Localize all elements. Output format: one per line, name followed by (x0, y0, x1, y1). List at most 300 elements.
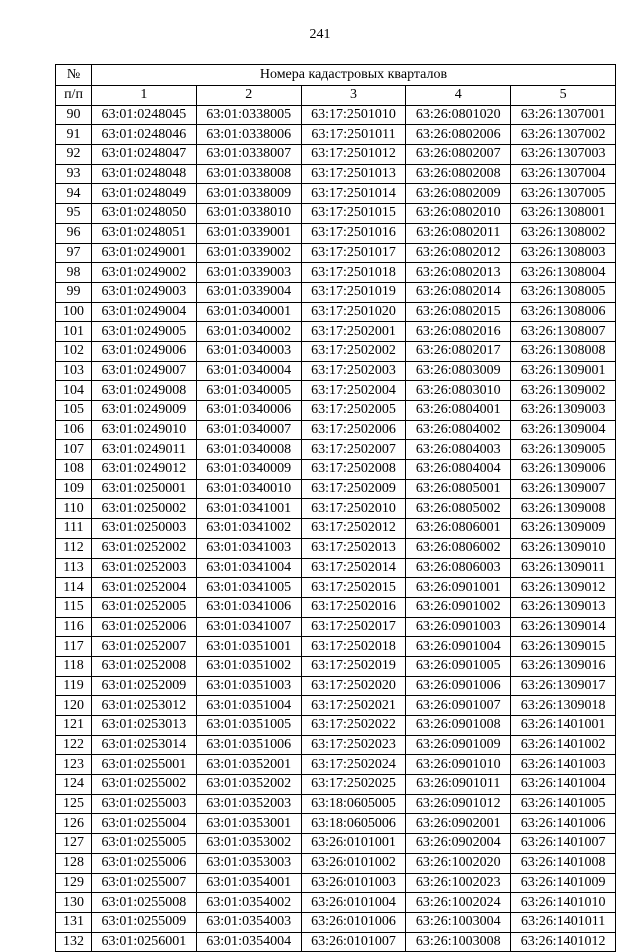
table-row (56, 755, 616, 775)
table-row (56, 125, 616, 145)
row-number-cell: 100 (56, 302, 92, 322)
row-number-cell: 125 (56, 794, 92, 814)
cadastral-number-cell: 63:26:1307002 (511, 125, 616, 145)
cadastral-number-cell: 63:26:0901002 (406, 597, 511, 617)
cadastral-number-cell: 63:17:2502013 (301, 538, 406, 558)
row-number-cell: 108 (56, 460, 92, 480)
cadastral-number-cell: 63:26:0902001 (406, 814, 511, 834)
cadastral-number-cell: 63:26:1309006 (511, 460, 616, 480)
row-number-cell: 117 (56, 637, 92, 657)
row-number-cell: 120 (56, 696, 92, 716)
cadastral-number-cell: 63:17:2502012 (301, 519, 406, 539)
row-number-cell: 126 (56, 814, 92, 834)
cadastral-number-cell: 63:26:1401011 (511, 912, 616, 932)
cadastral-number-cell: 63:01:0341006 (196, 597, 301, 617)
cadastral-number-cell: 63:26:0802013 (406, 263, 511, 283)
cadastral-number-cell: 63:01:0351001 (196, 637, 301, 657)
cadastral-number-cell: 63:01:0339001 (196, 223, 301, 243)
cadastral-number-cell: 63:01:0340003 (196, 341, 301, 361)
table-row (56, 184, 616, 204)
cadastral-number-cell: 63:26:0802011 (406, 223, 511, 243)
row-number-cell: 95 (56, 204, 92, 224)
cadastral-number-cell: 63:01:0248045 (92, 105, 197, 125)
cadastral-number-cell: 63:26:0901010 (406, 755, 511, 775)
cadastral-number-cell: 63:26:0901011 (406, 775, 511, 795)
table-row (56, 912, 616, 932)
cadastral-number-cell: 63:17:2502009 (301, 479, 406, 499)
cadastral-number-cell: 63:01:0338009 (196, 184, 301, 204)
cadastral-number-cell: 63:01:0255004 (92, 814, 197, 834)
cadastral-number-cell: 63:17:2501016 (301, 223, 406, 243)
cadastral-number-cell: 63:01:0252003 (92, 558, 197, 578)
cadastral-number-cell: 63:01:0252009 (92, 676, 197, 696)
row-number-cell: 127 (56, 834, 92, 854)
row-number-cell: 123 (56, 755, 92, 775)
cadastral-number-cell: 63:17:2501012 (301, 145, 406, 165)
cadastral-number-cell: 63:01:0338008 (196, 164, 301, 184)
cadastral-number-cell: 63:26:0804003 (406, 440, 511, 460)
table-row (56, 519, 616, 539)
table-row (56, 263, 616, 283)
cadastral-number-cell: 63:01:0249006 (92, 341, 197, 361)
cadastral-number-cell: 63:26:0803010 (406, 381, 511, 401)
cadastral-number-cell: 63:01:0252005 (92, 597, 197, 617)
cadastral-number-cell: 63:26:1309009 (511, 519, 616, 539)
cadastral-number-cell: 63:17:2501018 (301, 263, 406, 283)
cadastral-number-cell: 63:01:0249008 (92, 381, 197, 401)
cadastral-number-cell: 63:01:0255007 (92, 873, 197, 893)
table-row (56, 716, 616, 736)
row-number-cell: 91 (56, 125, 92, 145)
row-number-cell: 111 (56, 519, 92, 539)
cadastral-number-cell: 63:01:0255005 (92, 834, 197, 854)
row-number-cell: 109 (56, 479, 92, 499)
cadastral-number-cell: 63:17:2502003 (301, 361, 406, 381)
cadastral-number-cell: 63:26:0901007 (406, 696, 511, 716)
cadastral-number-cell: 63:01:0351003 (196, 676, 301, 696)
table-row (56, 597, 616, 617)
table-row (56, 735, 616, 755)
header-col-1: 1 (92, 86, 197, 106)
table-row (56, 322, 616, 342)
cadastral-number-cell: 63:01:0252002 (92, 538, 197, 558)
row-number-cell: 110 (56, 499, 92, 519)
cadastral-number-cell: 63:01:0250003 (92, 519, 197, 539)
cadastral-number-cell: 63:01:0341001 (196, 499, 301, 519)
cadastral-number-cell: 63:01:0255008 (92, 893, 197, 913)
table-row (56, 105, 616, 125)
row-number-cell: 129 (56, 873, 92, 893)
cadastral-number-cell: 63:26:1309003 (511, 401, 616, 421)
cadastral-number-cell: 63:17:2502016 (301, 597, 406, 617)
cadastral-number-cell: 63:17:2501015 (301, 204, 406, 224)
cadastral-number-cell: 63:26:1309008 (511, 499, 616, 519)
cadastral-number-cell: 63:01:0255002 (92, 775, 197, 795)
row-number-cell: 132 (56, 932, 92, 952)
table-row (56, 479, 616, 499)
cadastral-number-cell: 63:01:0253013 (92, 716, 197, 736)
cadastral-number-cell: 63:01:0340007 (196, 420, 301, 440)
cadastral-number-cell: 63:17:2502005 (301, 401, 406, 421)
table-row (56, 243, 616, 263)
table-body (56, 105, 616, 952)
cadastral-number-cell: 63:01:0255001 (92, 755, 197, 775)
row-number-cell: 116 (56, 617, 92, 637)
cadastral-number-cell: 63:26:1401008 (511, 853, 616, 873)
cadastral-number-cell: 63:01:0341004 (196, 558, 301, 578)
cadastral-number-cell: 63:17:2502001 (301, 322, 406, 342)
table-row (56, 656, 616, 676)
header-col-3: 3 (301, 86, 406, 106)
cadastral-number-cell: 63:01:0249009 (92, 401, 197, 421)
cadastral-number-cell: 63:01:0252006 (92, 617, 197, 637)
cadastral-number-cell: 63:01:0354002 (196, 893, 301, 913)
table-row (56, 814, 616, 834)
cadastral-number-cell: 63:26:1308007 (511, 322, 616, 342)
cadastral-number-cell: 63:26:1309014 (511, 617, 616, 637)
cadastral-number-cell: 63:01:0341002 (196, 519, 301, 539)
cadastral-number-cell: 63:17:2502022 (301, 716, 406, 736)
cadastral-number-cell: 63:01:0250001 (92, 479, 197, 499)
cadastral-number-cell: 63:26:1401012 (511, 932, 616, 952)
row-number-cell: 99 (56, 282, 92, 302)
cadastral-number-cell: 63:01:0253014 (92, 735, 197, 755)
header-num-bottom: п/п (56, 86, 92, 106)
cadastral-number-cell: 63:26:1401002 (511, 735, 616, 755)
cadastral-number-cell: 63:17:2502008 (301, 460, 406, 480)
cadastral-number-cell: 63:26:1309011 (511, 558, 616, 578)
cadastral-number-cell: 63:01:0253012 (92, 696, 197, 716)
cadastral-number-cell: 63:17:2502018 (301, 637, 406, 657)
cadastral-number-cell: 63:01:0256001 (92, 932, 197, 952)
cadastral-number-cell: 63:01:0249002 (92, 263, 197, 283)
row-number-cell: 105 (56, 401, 92, 421)
cadastral-number-cell: 63:17:2502020 (301, 676, 406, 696)
cadastral-number-cell: 63:26:0101006 (301, 912, 406, 932)
cadastral-number-cell: 63:01:0255009 (92, 912, 197, 932)
table-row (56, 637, 616, 657)
cadastral-number-cell: 63:17:2501010 (301, 105, 406, 125)
cadastral-number-cell: 63:17:2501020 (301, 302, 406, 322)
header-col-5: 5 (511, 86, 616, 106)
cadastral-number-cell: 63:18:0605005 (301, 794, 406, 814)
cadastral-number-cell: 63:01:0252008 (92, 656, 197, 676)
cadastral-number-cell: 63:26:0806002 (406, 538, 511, 558)
cadastral-number-cell: 63:26:0901006 (406, 676, 511, 696)
cadastral-number-cell: 63:01:0351002 (196, 656, 301, 676)
cadastral-number-cell: 63:17:2502007 (301, 440, 406, 460)
cadastral-number-cell: 63:26:1002023 (406, 873, 511, 893)
cadastral-number-cell: 63:01:0353002 (196, 834, 301, 854)
cadastral-number-cell: 63:26:0804001 (406, 401, 511, 421)
table-row (56, 440, 616, 460)
header-col-4: 4 (406, 86, 511, 106)
row-number-cell: 118 (56, 656, 92, 676)
page-number: 241 (309, 27, 331, 42)
cadastral-number-cell: 63:01:0352001 (196, 755, 301, 775)
table-row (56, 578, 616, 598)
cadastral-number-cell: 63:26:1309015 (511, 637, 616, 657)
cadastral-number-cell: 63:17:2502004 (301, 381, 406, 401)
cadastral-number-cell: 63:01:0340001 (196, 302, 301, 322)
cadastral-number-cell: 63:26:0804002 (406, 420, 511, 440)
cadastral-number-cell: 63:01:0340009 (196, 460, 301, 480)
table-row (56, 361, 616, 381)
cadastral-number-cell: 63:01:0338007 (196, 145, 301, 165)
cadastral-number-cell: 63:01:0339002 (196, 243, 301, 263)
cadastral-number-cell: 63:26:0101002 (301, 853, 406, 873)
cadastral-number-cell: 63:26:0802014 (406, 282, 511, 302)
cadastral-number-cell: 63:01:0341007 (196, 617, 301, 637)
cadastral-number-cell: 63:26:1308001 (511, 204, 616, 224)
cadastral-number-cell: 63:26:1307001 (511, 105, 616, 125)
cadastral-number-cell: 63:17:2501017 (301, 243, 406, 263)
table-row (56, 893, 616, 913)
cadastral-number-cell: 63:26:1308006 (511, 302, 616, 322)
table-row (56, 420, 616, 440)
cadastral-number-cell: 63:26:0901009 (406, 735, 511, 755)
header-col-2: 2 (196, 86, 301, 106)
cadastral-number-cell: 63:01:0340006 (196, 401, 301, 421)
cadastral-number-cell: 63:26:0802015 (406, 302, 511, 322)
cadastral-number-cell: 63:17:2502015 (301, 578, 406, 598)
cadastral-number-cell: 63:01:0249007 (92, 361, 197, 381)
cadastral-number-cell: 63:26:1002024 (406, 893, 511, 913)
cadastral-number-cell: 63:01:0341003 (196, 538, 301, 558)
cadastral-number-cell: 63:26:1003008 (406, 932, 511, 952)
cadastral-number-cell: 63:26:1307004 (511, 164, 616, 184)
cadastral-number-cell: 63:01:0352002 (196, 775, 301, 795)
cadastral-number-cell: 63:01:0340010 (196, 479, 301, 499)
cadastral-number-cell: 63:17:2502006 (301, 420, 406, 440)
cadastral-number-cell: 63:26:1307005 (511, 184, 616, 204)
row-number-cell: 92 (56, 145, 92, 165)
cadastral-number-cell: 63:01:0248049 (92, 184, 197, 204)
cadastral-number-cell: 63:26:0806001 (406, 519, 511, 539)
cadastral-number-cell: 63:01:0249010 (92, 420, 197, 440)
cadastral-number-cell: 63:26:1308008 (511, 341, 616, 361)
table-row (56, 538, 616, 558)
header-num-top: № (56, 65, 92, 86)
cadastral-number-cell: 63:26:0802008 (406, 164, 511, 184)
cadastral-number-cell: 63:01:0340008 (196, 440, 301, 460)
cadastral-number-cell: 63:01:0354001 (196, 873, 301, 893)
cadastral-number-cell: 63:26:0901005 (406, 656, 511, 676)
row-number-cell: 96 (56, 223, 92, 243)
cadastral-number-cell: 63:26:1309001 (511, 361, 616, 381)
cadastral-number-cell: 63:17:2502017 (301, 617, 406, 637)
cadastral-quarters-table (55, 64, 616, 952)
cadastral-number-cell: 63:26:1308003 (511, 243, 616, 263)
cadastral-number-cell: 63:01:0338005 (196, 105, 301, 125)
table-row (56, 460, 616, 480)
row-number-cell: 130 (56, 893, 92, 913)
cadastral-number-cell: 63:01:0338010 (196, 204, 301, 224)
cadastral-number-cell: 63:26:0802012 (406, 243, 511, 263)
table-row (56, 794, 616, 814)
cadastral-number-cell: 63:17:2501014 (301, 184, 406, 204)
cadastral-number-cell: 63:26:1309012 (511, 578, 616, 598)
cadastral-number-cell: 63:01:0354004 (196, 932, 301, 952)
cadastral-number-cell: 63:17:2501019 (301, 282, 406, 302)
cadastral-number-cell: 63:01:0339004 (196, 282, 301, 302)
cadastral-number-cell: 63:26:1309005 (511, 440, 616, 460)
cadastral-number-cell: 63:26:0802010 (406, 204, 511, 224)
row-number-cell: 97 (56, 243, 92, 263)
table-row (56, 853, 616, 873)
cadastral-number-cell: 63:01:0250002 (92, 499, 197, 519)
row-number-cell: 104 (56, 381, 92, 401)
table-row (56, 617, 616, 637)
row-number-cell: 98 (56, 263, 92, 283)
cadastral-number-cell: 63:17:2502019 (301, 656, 406, 676)
cadastral-number-cell: 63:26:0101007 (301, 932, 406, 952)
row-number-cell: 102 (56, 341, 92, 361)
cadastral-number-cell: 63:01:0340002 (196, 322, 301, 342)
cadastral-number-cell: 63:26:0901004 (406, 637, 511, 657)
cadastral-number-cell: 63:01:0249003 (92, 282, 197, 302)
cadastral-number-cell: 63:26:1308004 (511, 263, 616, 283)
table-row (56, 341, 616, 361)
cadastral-number-cell: 63:17:2502014 (301, 558, 406, 578)
cadastral-number-cell: 63:01:0338006 (196, 125, 301, 145)
row-number-cell: 128 (56, 853, 92, 873)
row-number-cell: 121 (56, 716, 92, 736)
cadastral-number-cell: 63:17:2501011 (301, 125, 406, 145)
table-row (56, 381, 616, 401)
cadastral-number-cell: 63:01:0248051 (92, 223, 197, 243)
table-row (56, 499, 616, 519)
row-number-cell: 114 (56, 578, 92, 598)
row-number-cell: 131 (56, 912, 92, 932)
cadastral-number-cell: 63:26:0802009 (406, 184, 511, 204)
row-number-cell: 122 (56, 735, 92, 755)
cadastral-number-cell: 63:26:1002020 (406, 853, 511, 873)
table-row (56, 145, 616, 165)
table-row (56, 558, 616, 578)
cadastral-number-cell: 63:18:0605006 (301, 814, 406, 834)
cadastral-number-cell: 63:01:0248047 (92, 145, 197, 165)
cadastral-number-cell: 63:01:0353003 (196, 853, 301, 873)
cadastral-number-cell: 63:01:0249011 (92, 440, 197, 460)
cadastral-number-cell: 63:01:0249012 (92, 460, 197, 480)
cadastral-number-cell: 63:17:2502002 (301, 341, 406, 361)
cadastral-number-cell: 63:01:0255006 (92, 853, 197, 873)
cadastral-number-cell: 63:26:1401004 (511, 775, 616, 795)
cadastral-number-cell: 63:01:0255003 (92, 794, 197, 814)
row-number-cell: 113 (56, 558, 92, 578)
cadastral-number-cell: 63:01:0351006 (196, 735, 301, 755)
cadastral-number-cell: 63:26:0801020 (406, 105, 511, 125)
table-row (56, 223, 616, 243)
cadastral-number-cell: 63:26:0101004 (301, 893, 406, 913)
cadastral-number-cell: 63:17:2502021 (301, 696, 406, 716)
cadastral-number-cell: 63:26:1003004 (406, 912, 511, 932)
cadastral-number-cell: 63:26:1309016 (511, 656, 616, 676)
cadastral-number-cell: 63:26:0901003 (406, 617, 511, 637)
table-row (56, 302, 616, 322)
cadastral-number-cell: 63:26:1401006 (511, 814, 616, 834)
cadastral-number-cell: 63:01:0352003 (196, 794, 301, 814)
cadastral-number-cell: 63:26:0802007 (406, 145, 511, 165)
row-number-cell: 94 (56, 184, 92, 204)
cadastral-number-cell: 63:26:0901012 (406, 794, 511, 814)
cadastral-number-cell: 63:01:0248050 (92, 204, 197, 224)
cadastral-number-cell: 63:01:0351004 (196, 696, 301, 716)
cadastral-number-cell: 63:01:0340005 (196, 381, 301, 401)
header-group-title: Номера кадастровых кварталов (92, 65, 616, 86)
cadastral-number-cell: 63:17:2502023 (301, 735, 406, 755)
table-row (56, 676, 616, 696)
cadastral-number-cell: 63:26:0101001 (301, 834, 406, 854)
cadastral-number-cell: 63:26:1401009 (511, 873, 616, 893)
cadastral-number-cell: 63:26:0802017 (406, 341, 511, 361)
cadastral-number-cell: 63:26:0806003 (406, 558, 511, 578)
cadastral-number-cell: 63:26:1309004 (511, 420, 616, 440)
row-number-cell: 107 (56, 440, 92, 460)
row-number-cell: 93 (56, 164, 92, 184)
cadastral-number-cell: 63:26:1309010 (511, 538, 616, 558)
cadastral-number-cell: 63:01:0351005 (196, 716, 301, 736)
cadastral-number-cell: 63:01:0252004 (92, 578, 197, 598)
cadastral-number-cell: 63:26:0805001 (406, 479, 511, 499)
cadastral-number-cell: 63:26:0802016 (406, 322, 511, 342)
cadastral-number-cell: 63:26:1309007 (511, 479, 616, 499)
cadastral-number-cell: 63:26:1308005 (511, 282, 616, 302)
cadastral-number-cell: 63:26:0805002 (406, 499, 511, 519)
cadastral-number-cell: 63:26:1401001 (511, 716, 616, 736)
cadastral-number-cell: 63:01:0249005 (92, 322, 197, 342)
cadastral-number-cell: 63:17:2502025 (301, 775, 406, 795)
cadastral-number-cell: 63:26:0901008 (406, 716, 511, 736)
cadastral-number-cell: 63:26:1307003 (511, 145, 616, 165)
cadastral-number-cell: 63:01:0252007 (92, 637, 197, 657)
row-number-cell: 115 (56, 597, 92, 617)
cadastral-number-cell: 63:01:0248046 (92, 125, 197, 145)
table-row (56, 696, 616, 716)
cadastral-number-cell: 63:26:1401007 (511, 834, 616, 854)
cadastral-number-cell: 63:01:0248048 (92, 164, 197, 184)
cadastral-number-cell: 63:26:1401010 (511, 893, 616, 913)
cadastral-number-cell: 63:26:1309013 (511, 597, 616, 617)
cadastral-number-cell: 63:01:0341005 (196, 578, 301, 598)
cadastral-number-cell: 63:26:1401005 (511, 794, 616, 814)
cadastral-number-cell: 63:01:0340004 (196, 361, 301, 381)
cadastral-number-cell: 63:01:0249001 (92, 243, 197, 263)
table-row (56, 932, 616, 952)
table-row (56, 204, 616, 224)
table-row (56, 873, 616, 893)
row-number-cell: 119 (56, 676, 92, 696)
row-number-cell: 112 (56, 538, 92, 558)
cadastral-number-cell: 63:26:1401003 (511, 755, 616, 775)
table-row (56, 401, 616, 421)
row-number-cell: 106 (56, 420, 92, 440)
cadastral-number-cell: 63:26:0803009 (406, 361, 511, 381)
row-number-cell: 101 (56, 322, 92, 342)
table-row (56, 775, 616, 795)
cadastral-number-cell: 63:01:0354003 (196, 912, 301, 932)
cadastral-number-cell: 63:17:2502010 (301, 499, 406, 519)
cadastral-number-cell: 63:17:2501013 (301, 164, 406, 184)
cadastral-number-cell: 63:26:1308002 (511, 223, 616, 243)
cadastral-number-cell: 63:26:0804004 (406, 460, 511, 480)
cadastral-number-cell: 63:26:1309018 (511, 696, 616, 716)
cadastral-number-cell: 63:01:0339003 (196, 263, 301, 283)
cadastral-number-cell: 63:26:0802006 (406, 125, 511, 145)
cadastral-number-cell: 63:01:0353001 (196, 814, 301, 834)
row-number-cell: 124 (56, 775, 92, 795)
